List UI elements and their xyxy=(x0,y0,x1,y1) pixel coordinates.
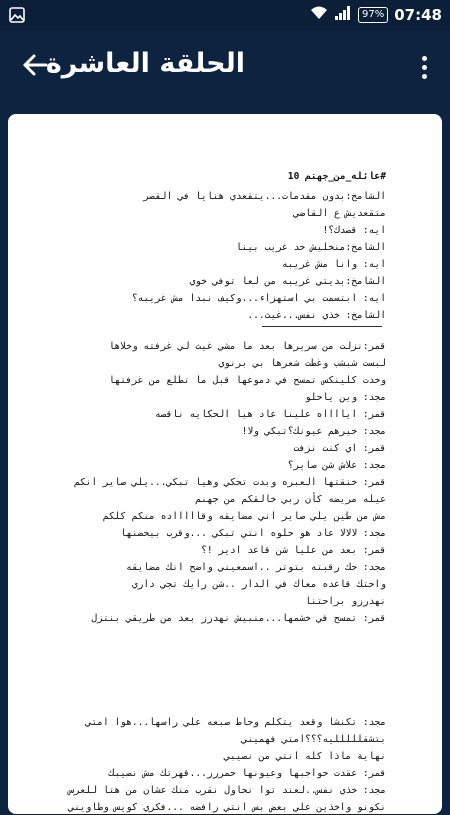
text-line: واحتك قاعده معاك في الدار ..شن رايك تجي داري xyxy=(131,579,386,590)
text-line: ايه: ابتسمت بي استهزاء...وكيف نبدا مش غريبه؟ xyxy=(131,293,386,304)
arrow-left-icon xyxy=(22,53,48,81)
text-line: مجد: وين ياحلو xyxy=(305,392,386,403)
document-page[interactable] xyxy=(8,114,442,814)
text-line: بتشقللللليه؟؟؟امتي فهميني xyxy=(241,734,386,745)
status-bar xyxy=(0,0,450,30)
status-indicators xyxy=(310,0,442,30)
text-line: مجد: علاش شن صاير؟ xyxy=(287,460,386,471)
text-line: قمر: خنقتها العبره وبدت تحكي وهيا تبكي...يلي صاير انكم xyxy=(74,477,386,488)
text-line: قمر: ايااااه علينا عاد هيا الحكايه ناقصه xyxy=(154,409,386,420)
document-heading: #عائله_من_جهنم 10 xyxy=(287,171,386,182)
more-vert-icon xyxy=(422,65,427,70)
battery-indicator: 97% xyxy=(358,7,388,23)
more-vert-icon xyxy=(422,56,427,61)
text-line: نكونو واخذين علي بعض بس انتي رافضه ...فكري كويس وطاويني xyxy=(68,802,386,813)
text-line: لبست شبشب وغطت شعرها بي برنوي xyxy=(218,358,386,369)
text-line: مش من طين يلي صاير اني مضايقه وقاااااده منكم كلكم xyxy=(102,511,386,522)
text-line: مجد: خذي نفس..لعند توا نحاول نقرب منك عشان من هنا للعرس xyxy=(68,785,386,796)
text-line: مجد: خيرهم عيونك؟تبكي ولا! xyxy=(241,426,386,437)
overflow-menu-button[interactable] xyxy=(414,50,434,84)
text-line: متقعديش ع القاضي xyxy=(293,208,386,219)
text-line: قمر:نزلت من سريرها بعد ما مشي غيث لي غرفته وخلاها xyxy=(108,341,386,352)
page-title: الحلقة العاشرة xyxy=(45,48,245,79)
app-bar xyxy=(0,30,450,102)
text-line: عيله مريضه كأن ربي خالقكم من جهنم xyxy=(195,494,386,505)
document-content xyxy=(8,114,442,814)
more-vert-icon xyxy=(422,74,427,79)
text-line: نهاية ماذا كله انتي من نصيبي xyxy=(224,751,386,762)
gallery-icon xyxy=(8,6,26,24)
wifi-icon xyxy=(310,5,328,25)
text-line: قمر: تمسح في خشمها...منبيش نهدرز بعد من طريقي بنتزل xyxy=(91,613,386,624)
text-line: ايه: وانا مش غريبه xyxy=(282,259,386,270)
text-line: قمر: اي كنت نزفت xyxy=(293,443,386,454)
text-line: قمر: عقدت حواجبها وعيونها حمررر...قهرتك مش نصيبك xyxy=(108,768,386,779)
text-line: مجد: لالالا عاد هو حلوه انتي تبكي ...وقرب بيحضنها xyxy=(120,528,386,539)
text-line: الشامخ: خذي نفس...غيث... xyxy=(247,310,386,321)
separator-line xyxy=(262,326,382,327)
text-line: الشامخ:بدون مقدمات...يتقعدي هنايا في القصر xyxy=(143,191,386,202)
text-line: وخدت كلينكس تمسح في دموعها قبل ما تطلع من غرفتها xyxy=(108,375,386,386)
text-line: نهدرزو براحتنا xyxy=(305,596,386,607)
text-line: ايه: قصدك؟! xyxy=(322,225,386,236)
text-line: مجد: تكنشا وقعد يتكلم وحاط صبعه علي راسها...هوا امتي xyxy=(85,717,386,728)
text-line: الشامخ:بديتي غريبه من لعا توفي خوي xyxy=(189,276,386,287)
text-line: مجد: حك رقبته بتوتر ..اسمعيني واضح انك مضايقه xyxy=(126,562,386,573)
text-line: قمر: بعد من عليا شن قاعد ادير !؟ xyxy=(201,545,386,556)
clock: 07:48 xyxy=(394,6,442,24)
text-line: الشامخ:منخليش حد غريب بينا xyxy=(235,242,386,253)
signal-icon xyxy=(334,5,352,25)
